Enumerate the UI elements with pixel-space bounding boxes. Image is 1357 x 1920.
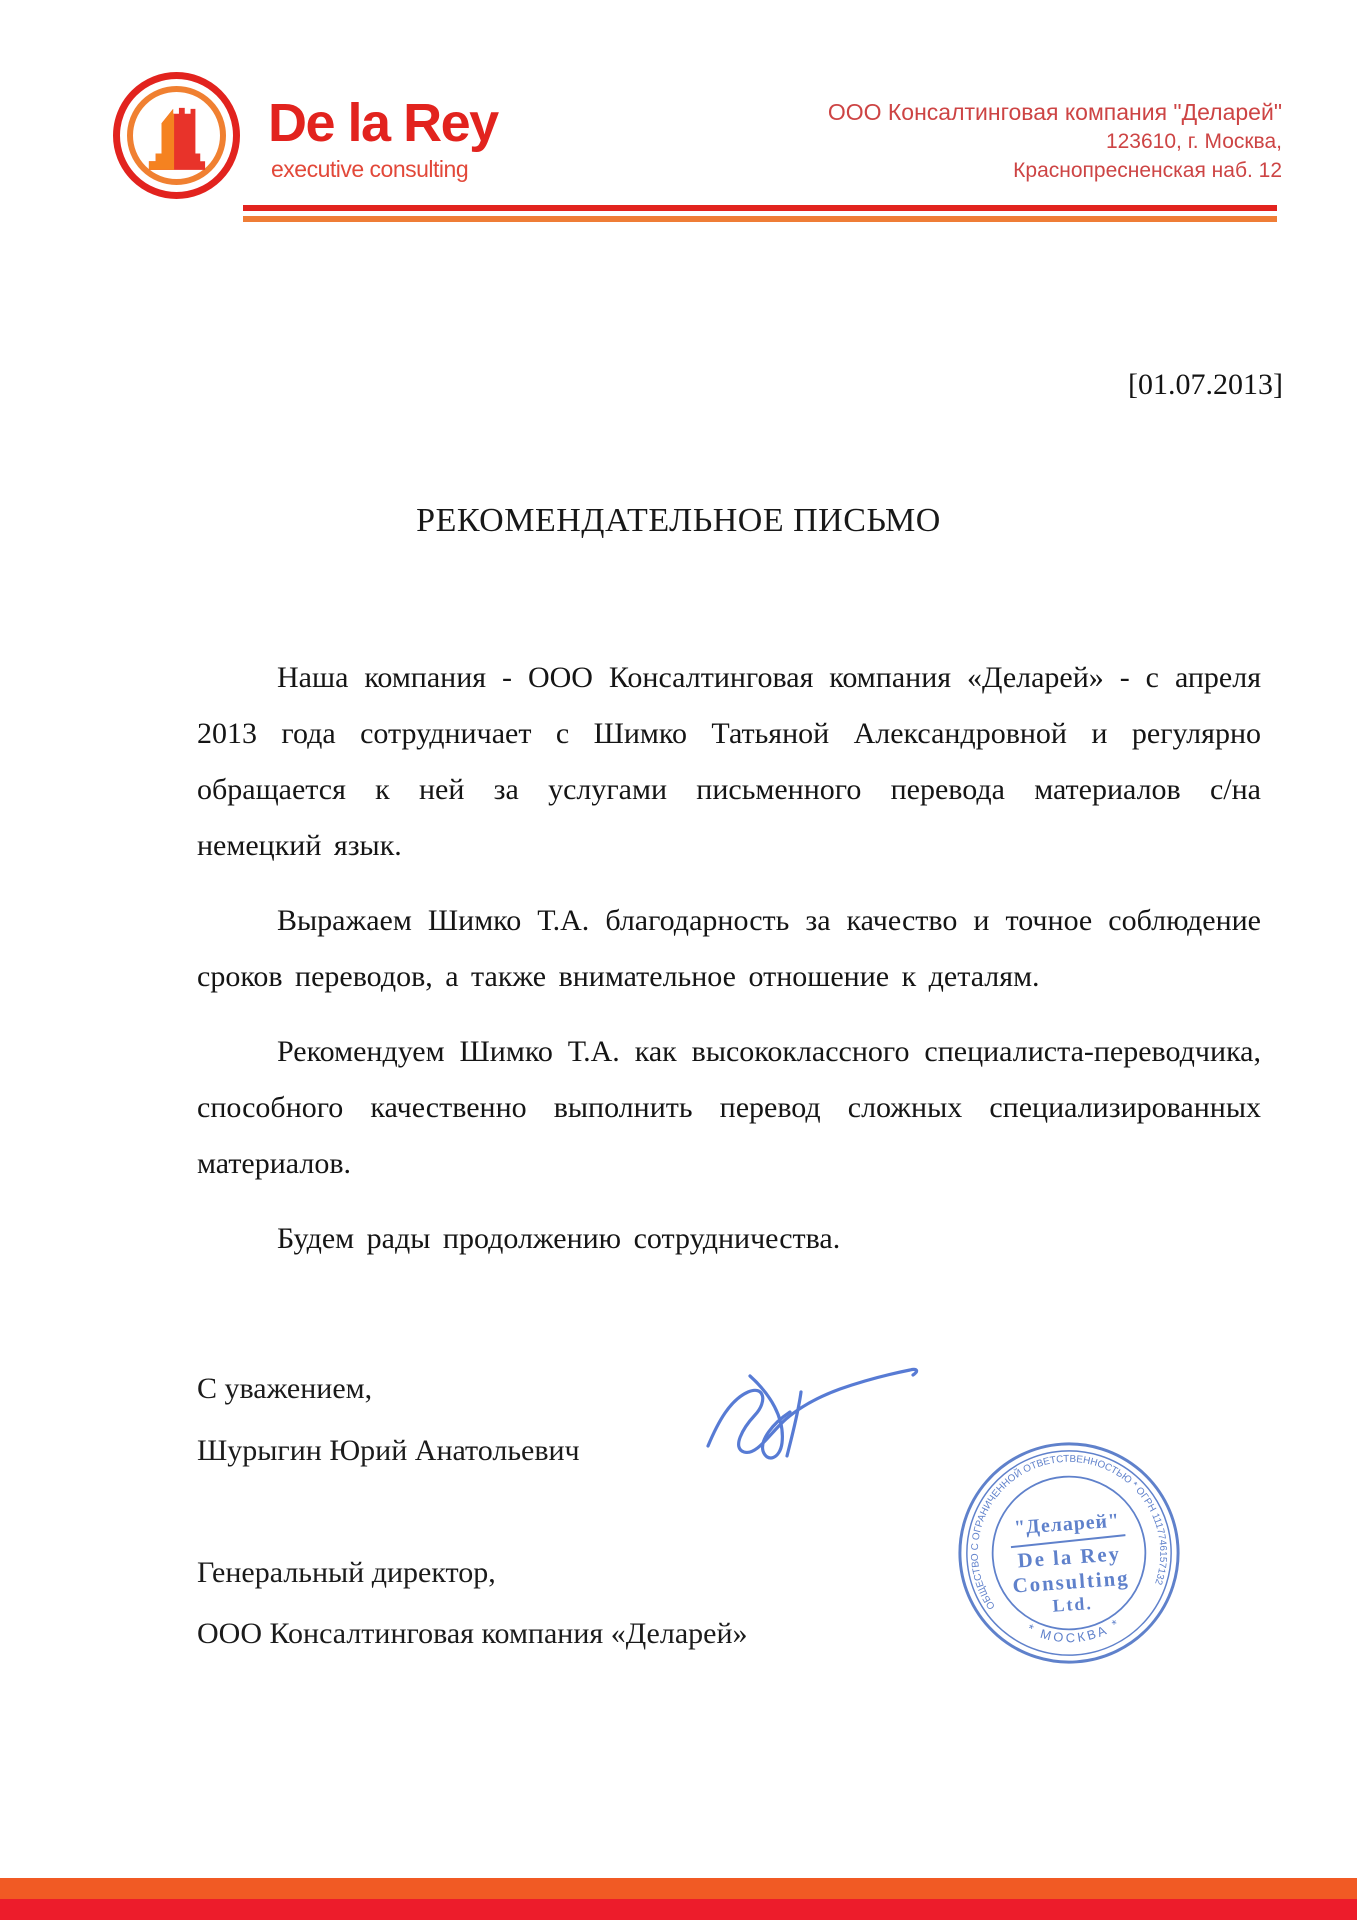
footer-bar-orange: [0, 1878, 1357, 1899]
stamp-city-text: * МОСКВА *: [1024, 1614, 1124, 1646]
stamp-center-name: "Деларей": [1013, 1509, 1121, 1539]
company-address: [828, 98, 1282, 185]
closing-salutation: С уважением,: [197, 1372, 373, 1405]
stamp-center-line2: Consulting: [1011, 1565, 1131, 1598]
stamp-center-line1: De la Rey: [1016, 1541, 1122, 1573]
address-company-line: ООО Консалтинговая компания "Деларей": [827, 99, 1282, 125]
company-logo: [113, 72, 240, 199]
footer-bar-red: [0, 1899, 1357, 1920]
letter-paragraph: Рекомендуем Шимко Т.А. как высококлассного специалиста-переводчика, способного качественно выполнить перевод сложных специализированных материалов.: [197, 1035, 1261, 1180]
letter-date: [01.07.2013]: [1128, 368, 1283, 401]
stamp-center-line3: Ltd.: [1051, 1593, 1094, 1616]
building-icon: [146, 100, 208, 172]
stamp-ring-text: ОБЩЕСТВО С ОГРАНИЧЕННОЙ ОТВЕТСТВЕННОСТЬЮ * ОГРН 1117746157132: [969, 1453, 1169, 1612]
signer-company: ООО Консалтинговая компания «Деларей»: [197, 1617, 748, 1650]
brand-name: De la Rey: [268, 93, 498, 153]
brand-tagline: executive consulting: [271, 156, 469, 182]
address-postal-line: 123610, г. Москва,: [1105, 130, 1282, 153]
logo-inner-ring: [127, 86, 226, 185]
signature-scribble: [688, 1362, 923, 1474]
letter-paragraph: Наша компания - ООО Консалтинговая компания «Деларей» - с апреля 2013 года сотрудничает с Шимко Татьяной Александровной и регулярно обращается к ней за услугами письменного перевода материалов с/на немецкий язык.: [197, 661, 1261, 862]
signer-title: Генеральный директор,: [197, 1556, 496, 1589]
letter-paragraph: Будем рады продолжению сотрудничества.: [277, 1222, 841, 1255]
header-rule-red: [243, 205, 1277, 211]
address-street-line: Краснопресненская наб. 12: [1013, 159, 1282, 182]
signer-name: Шурыгин Юрий Анатольевич: [197, 1434, 580, 1467]
letter-body: [197, 650, 1261, 1286]
letter-title: РЕКОМЕНДАТЕЛЬНОЕ ПИСЬМО: [416, 502, 941, 539]
letter-paragraph: Выражаем Шимко Т.А. благодарность за качество и точное соблюдение сроков переводов, а также внимательное отношение к деталям.: [197, 904, 1261, 993]
header-rule-orange: [243, 216, 1277, 222]
company-stamp: [942, 1426, 1196, 1680]
